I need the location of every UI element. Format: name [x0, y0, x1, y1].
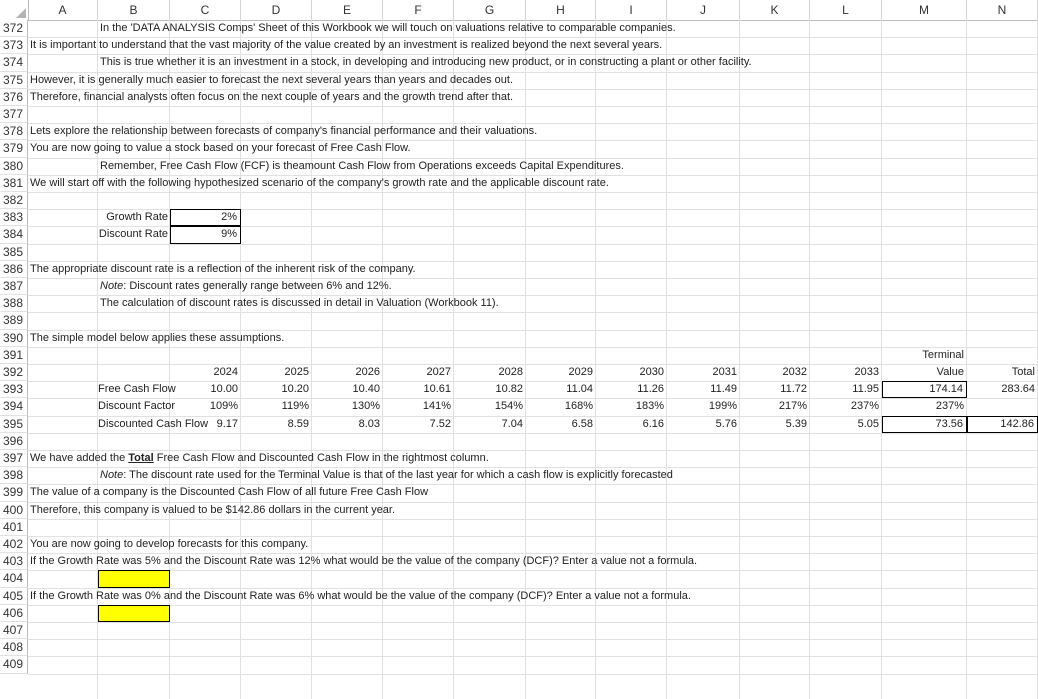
discount-rate-input[interactable]: 9%: [170, 226, 241, 243]
row-header-373[interactable]: 373: [0, 37, 28, 54]
year-header[interactable]: 2028: [498, 366, 523, 378]
row-header-398[interactable]: 398: [0, 467, 28, 484]
answer-cell-b406[interactable]: [98, 605, 170, 622]
gridline-horizontal: [28, 312, 1038, 313]
fcf-value[interactable]: 11.49: [710, 383, 737, 396]
row-header-374[interactable]: 374: [0, 54, 28, 71]
row-header-395[interactable]: 395: [0, 416, 28, 433]
discount-factor-value[interactable]: 199%: [708, 400, 737, 413]
row-header-397[interactable]: 397: [0, 450, 28, 467]
answer-cell-b404[interactable]: [98, 570, 170, 587]
dcf-value[interactable]: 73.56: [882, 416, 967, 433]
row-header-375[interactable]: 375: [0, 72, 28, 89]
row-header-393[interactable]: 393: [0, 381, 28, 398]
fcf-value[interactable]: 10.00: [210, 383, 238, 396]
column-header-g[interactable]: G: [454, 0, 526, 20]
year-header[interactable]: 2029: [568, 366, 593, 378]
column-header-n[interactable]: N: [967, 0, 1038, 20]
row-header-378[interactable]: 378: [0, 123, 28, 140]
cell-b398-text[interactable]: [100, 467, 673, 484]
discount-factor-value[interactable]: 154%: [494, 400, 523, 413]
cell-b387-text[interactable]: [100, 278, 392, 295]
fcf-value[interactable]: 174.14: [882, 381, 967, 398]
growth-rate-input[interactable]: 2%: [170, 209, 241, 226]
gridline-vertical: [809, 20, 810, 699]
row-header-396[interactable]: 396: [0, 433, 28, 450]
row-header-379[interactable]: 379: [0, 140, 28, 157]
select-all-triangle-icon: [16, 8, 26, 18]
cell-a390-text[interactable]: The simple model below applies these assumptions.: [30, 331, 285, 344]
row-header-387[interactable]: 387: [0, 278, 28, 295]
row-header-404[interactable]: 404: [0, 570, 28, 587]
growth-rate-label: Growth Rate: [106, 211, 168, 224]
gridline-horizontal: [28, 570, 1038, 571]
row-header-372[interactable]: 372: [0, 20, 28, 37]
row-header-402[interactable]: 402: [0, 536, 28, 553]
dcf-value[interactable]: 142.86: [967, 416, 1038, 433]
discount-rate-label: Discount Rate: [98, 228, 168, 241]
year-header[interactable]: 2030: [639, 366, 664, 378]
fcf-value[interactable]: 11.26: [637, 383, 664, 396]
text-part: We have added the: [30, 452, 129, 464]
column-header-i[interactable]: I: [596, 0, 667, 20]
year-header[interactable]: 2031: [712, 366, 737, 378]
dcf-value[interactable]: 7.04: [501, 417, 523, 430]
dcf-value[interactable]: 5.39: [785, 417, 807, 430]
column-header-a[interactable]: A: [28, 0, 98, 20]
row-header-392[interactable]: 392: [0, 364, 28, 381]
dcf-value[interactable]: 9.17: [216, 417, 238, 430]
discount-factor-value[interactable]: 119%: [281, 400, 309, 413]
dcf-value[interactable]: 6.58: [571, 417, 593, 430]
row-header-409[interactable]: 409: [0, 656, 28, 673]
fcf-value[interactable]: 283.64: [1001, 383, 1035, 396]
gridline-horizontal: [28, 192, 1038, 193]
fcf-value[interactable]: 11.72: [780, 383, 807, 396]
row-header-388[interactable]: 388: [0, 295, 28, 312]
dcf-value[interactable]: 7.52: [429, 417, 451, 430]
row-header-381[interactable]: 381: [0, 175, 28, 192]
cell-a399-text[interactable]: The value of a company is the Discounted Cash Flow of all future Free Cash Flow: [30, 486, 429, 499]
discount-factor-value[interactable]: 183%: [635, 400, 664, 413]
row-header-377[interactable]: 377: [0, 106, 28, 123]
cell-a403-text[interactable]: If the Growth Rate was 5% and the Discount Rate was 12% what would be the value of the company (DCF)? Enter a value not a formula.: [30, 555, 698, 568]
discount-factor-value[interactable]: 237%: [935, 400, 964, 413]
gridline-horizontal: [28, 519, 1038, 520]
year-header[interactable]: Total: [1011, 366, 1035, 378]
cell-a376-text[interactable]: Therefore, financial analysts often focus on the next couple of years and the growth trend after that.: [30, 90, 514, 103]
fcf-value[interactable]: 10.61: [423, 383, 451, 396]
row-header-406[interactable]: 406: [0, 605, 28, 622]
year-header[interactable]: 2024: [213, 366, 238, 378]
gridline-horizontal: [28, 639, 1038, 640]
cell-b388-text[interactable]: The calculation of discount rates is discussed in detail in Valuation (Workbook 11).: [100, 297, 499, 310]
note-text: : Discount rates generally range between 6% and 12%.: [123, 280, 392, 292]
column-header-b[interactable]: B: [98, 0, 170, 20]
column-header-c[interactable]: C: [170, 0, 241, 20]
discount-factor-value[interactable]: 141%: [422, 400, 451, 413]
dcf-value[interactable]: 8.03: [358, 417, 380, 430]
gridline-horizontal: [28, 106, 1038, 107]
year-header[interactable]: 2025: [284, 366, 309, 378]
cell-a381-text[interactable]: We will start off with the following hypothesized scenario of the company's growth rate and the applicable discount rate.: [30, 176, 609, 189]
gridline-vertical: [739, 20, 740, 699]
select-all-corner[interactable]: [0, 0, 29, 20]
column-header-m[interactable]: M: [882, 0, 967, 20]
row-header-389[interactable]: 389: [0, 312, 28, 329]
year-header[interactable]: 2033: [854, 366, 879, 378]
cell-b380-text[interactable]: Remember, Free Cash Flow (FCF) is theamount Cash Flow from Operations exceeds Capital Expenditures.: [100, 159, 624, 172]
row-header-405[interactable]: 405: [0, 588, 28, 605]
column-header-d[interactable]: D: [241, 0, 312, 20]
terminal-header-top[interactable]: Terminal: [922, 348, 964, 361]
text-part: Free Cash Flow and Discounted Cash Flow in the rightmost column.: [153, 452, 489, 464]
gridline-horizontal: [28, 605, 1038, 606]
discount-factor-value[interactable]: 109%: [209, 400, 238, 413]
cell-a386-text[interactable]: The appropriate discount rate is a reflection of the inherent risk of the company.: [30, 262, 416, 275]
discount-factor-value[interactable]: 237%: [850, 400, 879, 413]
row-header-403[interactable]: 403: [0, 553, 28, 570]
gridline-horizontal: [28, 656, 1038, 657]
cell-a400-text[interactable]: Therefore, this company is valued to be $142.86 dollars in the current year.: [30, 503, 396, 516]
year-header[interactable]: 2032: [782, 366, 807, 378]
row-header-376[interactable]: 376: [0, 89, 28, 106]
dcf-value[interactable]: 8.59: [287, 417, 309, 430]
cell-a397-text[interactable]: [30, 450, 489, 467]
gridline-horizontal: [28, 433, 1038, 434]
fcf-value[interactable]: 10.20: [281, 383, 309, 396]
year-header[interactable]: Value: [936, 366, 964, 378]
gridline-horizontal: [28, 622, 1038, 623]
row-header-390[interactable]: 390: [0, 330, 28, 347]
column-header-k[interactable]: K: [740, 0, 810, 20]
column-header-row: [0, 0, 1038, 21]
cell-a405-text[interactable]: If the Growth Rate was 0% and the Discount Rate was 6% what would be the value of the company (DCF)? Enter a value not a formula.: [30, 589, 691, 602]
fcf-value[interactable]: 10.82: [495, 383, 523, 396]
fcf-value[interactable]: 11.95: [852, 383, 879, 396]
cell-b374-text[interactable]: This is true whether it is an investment in a stock, in developing and introducing new product, or in constructing a plant or other facility.: [100, 56, 752, 69]
cell-a373-text[interactable]: It is important to understand that the vast majority of the value created by an investment is realized beyond the next several years.: [30, 39, 663, 52]
row-header-399[interactable]: 399: [0, 484, 28, 501]
discount-factor-label: Discount Factor: [98, 400, 176, 413]
note-label: Note: [100, 280, 124, 292]
column-header-l[interactable]: L: [810, 0, 882, 20]
cell-a378-text[interactable]: Lets explore the relationship between forecasts of company's financial performance and their valuations.: [30, 125, 538, 138]
row-header-384[interactable]: 384: [0, 226, 28, 243]
cell-b372-text[interactable]: In the 'DATA ANALYSIS Comps' Sheet of this Workbook we will touch on valuations relative to comparable companies.: [100, 22, 676, 34]
dcf-value[interactable]: 6.16: [642, 417, 664, 430]
row-header-391[interactable]: 391: [0, 347, 28, 364]
row-header-386[interactable]: 386: [0, 261, 28, 278]
row-header-380[interactable]: 380: [0, 158, 28, 175]
row-header-394[interactable]: 394: [0, 398, 28, 415]
discount-factor-value[interactable]: 130%: [351, 400, 380, 413]
gridline-horizontal: [28, 674, 1038, 675]
year-header[interactable]: 2027: [426, 366, 451, 378]
gridline-horizontal: [28, 244, 1038, 245]
discount-factor-value[interactable]: 168%: [564, 400, 593, 413]
year-header[interactable]: 2026: [355, 366, 380, 378]
cell-a379-text[interactable]: You are now going to value a stock based on your forecast of Free Cash Flow.: [30, 142, 411, 155]
total-emphasis: Total: [128, 452, 154, 464]
dcf-value[interactable]: 5.05: [857, 417, 879, 430]
column-header-j[interactable]: J: [667, 0, 740, 20]
row-header-385[interactable]: 385: [0, 244, 28, 261]
column-header-e[interactable]: E: [312, 0, 383, 20]
row-header-407[interactable]: 407: [0, 622, 28, 639]
note-label: Note: [100, 469, 124, 482]
row-header-400[interactable]: 400: [0, 502, 28, 519]
cell-a402-text[interactable]: You are now going to develop forecasts for this company.: [30, 538, 309, 550]
discounted-cash-flow-label: Discounted Cash Flow: [98, 417, 209, 430]
column-header-h[interactable]: H: [526, 0, 596, 20]
note-text: : The discount rate used for the Terminal Value is that of the last year for which a cash flow is explicitly forecasted: [123, 469, 673, 482]
column-header-f[interactable]: F: [383, 0, 454, 20]
cell-a375-text[interactable]: However, it is generally much easier to forecast the next several years than years and decades out.: [30, 73, 514, 86]
row-header-401[interactable]: 401: [0, 519, 28, 536]
discount-factor-value[interactable]: 217%: [778, 400, 807, 413]
fcf-value[interactable]: 11.04: [566, 383, 593, 396]
dcf-value[interactable]: 5.76: [715, 417, 737, 430]
row-header-408[interactable]: 408: [0, 639, 28, 656]
fcf-value[interactable]: 10.40: [352, 383, 380, 396]
row-header-383[interactable]: 383: [0, 209, 28, 226]
free-cash-flow-label: Free Cash Flow: [98, 383, 176, 396]
row-header-382[interactable]: 382: [0, 192, 28, 209]
